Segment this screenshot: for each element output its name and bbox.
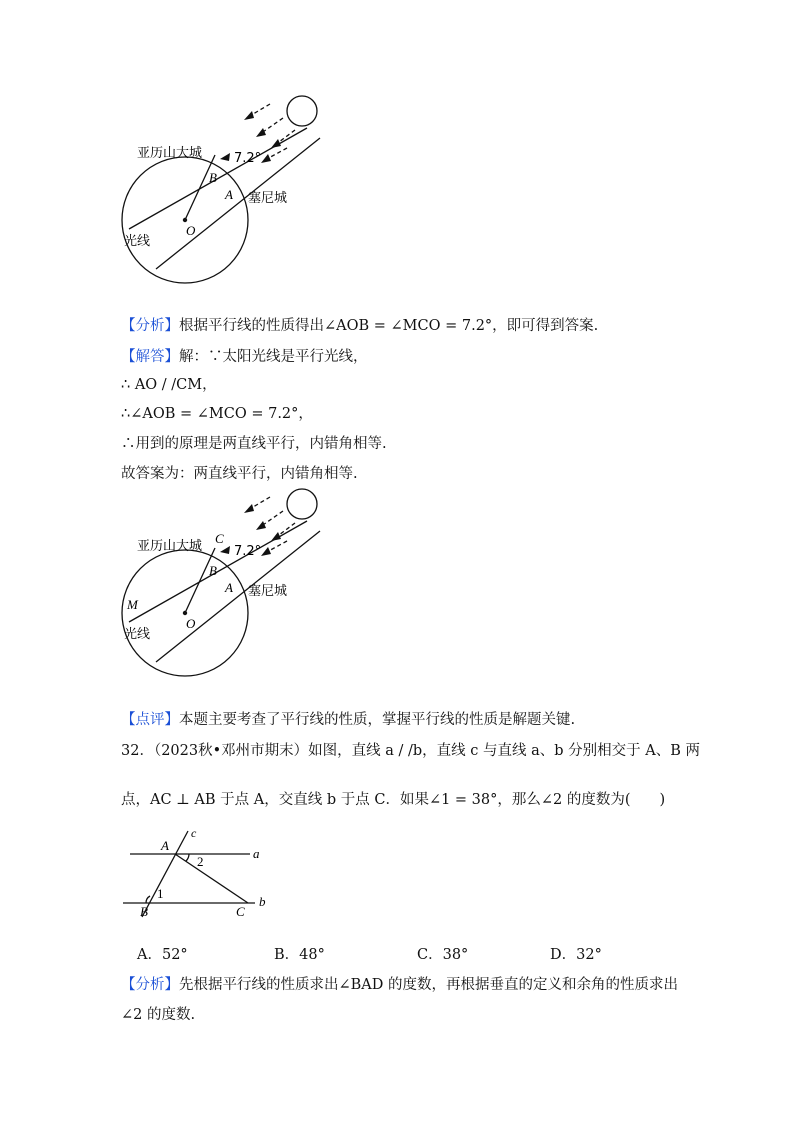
light-label: 光线 xyxy=(124,234,151,249)
light-ray-top xyxy=(129,128,307,229)
radius-line xyxy=(185,548,215,613)
analysis-1 xyxy=(121,316,598,336)
solution-1-line-4: ∴用到的原理是两直线平行，内错角相等. xyxy=(121,436,387,452)
point-b-label: B xyxy=(140,904,148,919)
angle-label: 7.2° xyxy=(234,544,262,559)
analysis-2-line-2: ∠2 的度数. xyxy=(121,1007,196,1023)
point-a-label: A xyxy=(225,580,233,595)
solution-1-line-3: ∴∠AOB = ∠MCO = 7.2°， xyxy=(121,406,313,422)
line-b-label: b xyxy=(259,894,266,909)
segment-ac xyxy=(175,854,248,903)
parallel-lines-figure xyxy=(115,822,275,922)
analysis-text-1: 先根据平行线的性质求出∠BAD 的度数，再根据垂直的定义和余角的性质求出 xyxy=(179,977,679,993)
solution-1-line-1 xyxy=(121,347,368,367)
arrowhead-3 xyxy=(271,139,281,148)
option-d[interactable]: D．32° xyxy=(550,947,602,963)
point-o-label: O xyxy=(186,223,196,238)
arrowhead-2 xyxy=(256,128,266,137)
point-c-label: C xyxy=(215,531,224,546)
question-32-line-2: 点，AC ⊥ AB 于点 A，交直线 b 于点 C．如果∠1 = 38°，那么∠2 的度数为( ) xyxy=(121,792,666,808)
arrowhead-3 xyxy=(271,532,281,541)
angle-2-label: 2 xyxy=(197,854,204,869)
line-a-label: a xyxy=(253,846,260,861)
point-c-label: C xyxy=(236,904,245,919)
solution-1-line-2: ∴ AO / /CM， xyxy=(121,377,217,393)
sun-circle xyxy=(287,489,317,519)
option-a[interactable]: A．52° xyxy=(137,947,188,963)
point-m-label: M xyxy=(127,597,138,612)
point-b-label: B xyxy=(209,563,217,578)
arrowhead-4 xyxy=(261,154,271,163)
angle-2-arc xyxy=(186,854,189,861)
angle-1-label: 1 xyxy=(157,886,164,901)
angle-arrowhead xyxy=(220,153,230,161)
city-right-label: 塞尼城 xyxy=(248,584,288,599)
center-point xyxy=(183,218,187,222)
analysis-tag: 【分析】 xyxy=(121,318,179,334)
arrowhead-1 xyxy=(244,111,254,120)
arrowhead-1 xyxy=(244,504,254,513)
option-c[interactable]: C．38° xyxy=(417,947,469,963)
comment-1 xyxy=(121,710,575,730)
city-top-label: 亚历山大城 xyxy=(137,146,203,161)
analysis-2-line-1 xyxy=(121,975,678,995)
point-a-label: A xyxy=(225,187,233,202)
sun-circle xyxy=(287,96,317,126)
angle-arrowhead xyxy=(220,546,230,554)
comment-tag: 【点评】 xyxy=(121,712,179,728)
sun-rays-figure-2 xyxy=(110,482,350,682)
analysis-text: 根据平行线的性质得出∠AOB = ∠MCO = 7.2°，即可得到答案. xyxy=(179,318,599,334)
analysis-tag: 【分析】 xyxy=(121,977,179,993)
center-point xyxy=(183,611,187,615)
answer-options xyxy=(137,943,637,965)
comment-text: 本题主要考查了平行线的性质，掌握平行线的性质是解题关键. xyxy=(179,712,576,728)
option-b[interactable]: B．48° xyxy=(274,947,325,963)
angle-label: 7.2° xyxy=(234,151,262,166)
city-top-label: 亚历山大城 xyxy=(137,539,203,554)
point-o-label: O xyxy=(186,616,196,631)
radius-line xyxy=(185,155,215,220)
arrowhead-4 xyxy=(261,547,271,556)
solution-1-line-5: 故答案为：两直线平行，内错角相等. xyxy=(121,466,358,482)
question-32-line-1: 32．（2023秋•邓州市期末）如图，直线 a / /b，直线 c 与直线 a、b 分别相交于 A、B 两 xyxy=(121,743,701,759)
arrowhead-2 xyxy=(256,521,266,530)
point-b-label: B xyxy=(209,170,217,185)
sun-rays-figure-1 xyxy=(110,90,350,290)
solution-tag: 【解答】 xyxy=(121,349,179,365)
line-c-label: c xyxy=(191,826,197,840)
solution-text-1: 解：∵太阳光线是平行光线， xyxy=(179,349,368,365)
city-right-label: 塞尼城 xyxy=(248,191,288,206)
point-a-label: A xyxy=(161,838,169,853)
light-label: 光线 xyxy=(124,627,151,642)
